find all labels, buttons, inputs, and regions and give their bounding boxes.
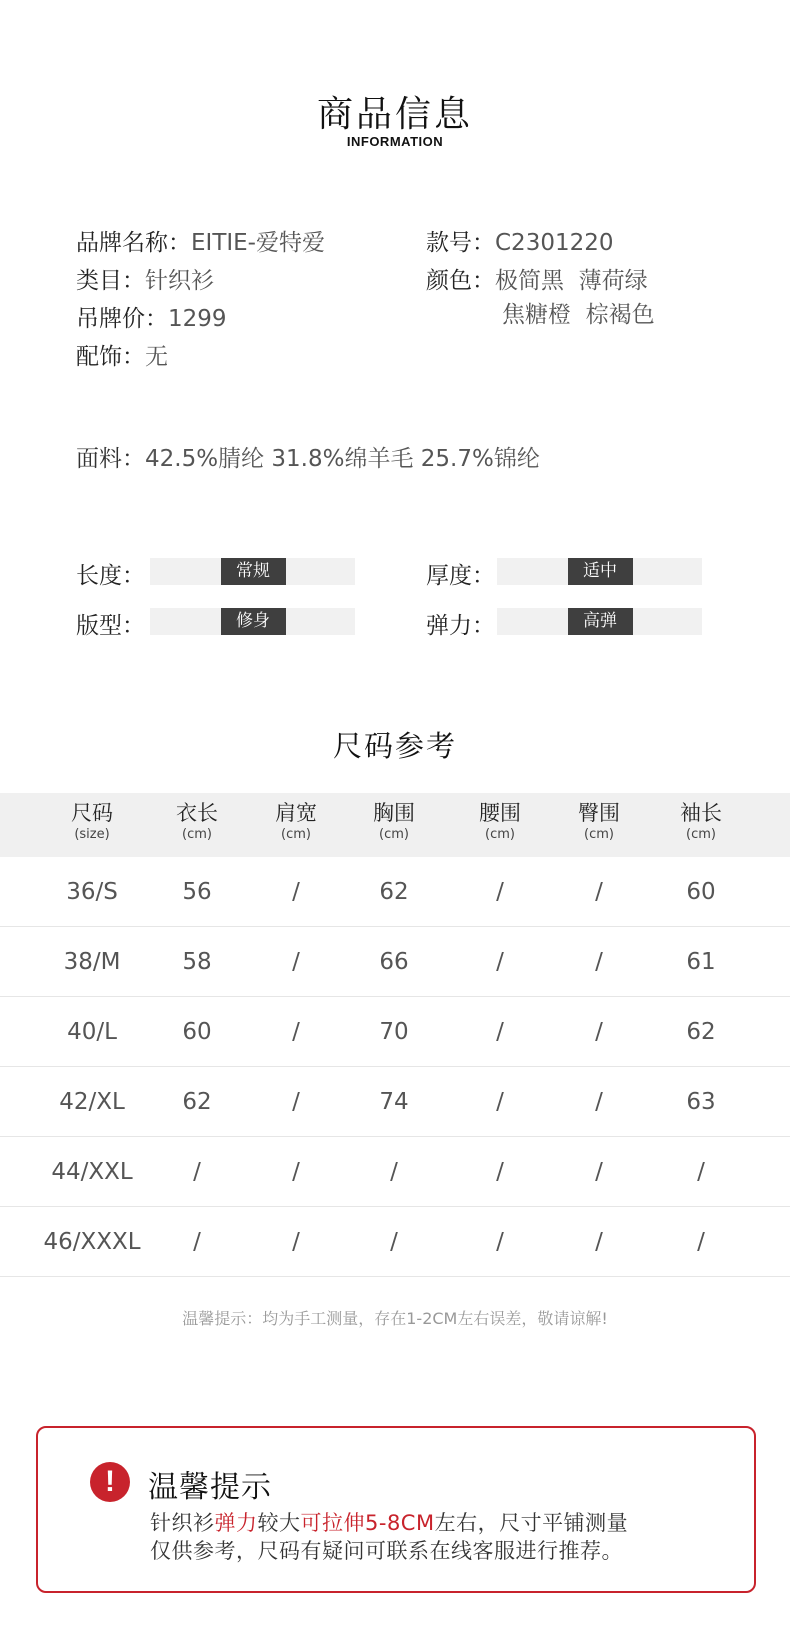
brand-label: 品牌名称： <box>76 230 191 256</box>
column-header <box>549 799 649 843</box>
measurement-cell: / <box>292 1159 300 1185</box>
measurement-cell: 60 <box>686 879 716 905</box>
column-header <box>246 799 346 843</box>
size-cell: 46/XXXL <box>43 1229 141 1255</box>
tip-title: 温馨提示 <box>148 1470 272 1505</box>
tip-line-1 <box>150 1507 628 1537</box>
column-name: 胸围 <box>373 801 415 825</box>
measurement-cell: / <box>193 1159 201 1185</box>
measurement-cell: / <box>595 879 603 905</box>
measurement-cell: 74 <box>379 1089 409 1115</box>
tip-line-2: 仅供参考，尺码有疑问可联系在线客服进行推荐。 <box>150 1539 623 1563</box>
measurement-cell: / <box>697 1229 705 1255</box>
measurement-cell: 61 <box>686 949 716 975</box>
color-value-line2: 焦糖橙 棕褐色 <box>502 302 655 328</box>
measurement-cell: / <box>292 1089 300 1115</box>
color-row-2 <box>502 296 655 329</box>
measurement-cell: / <box>390 1159 398 1185</box>
tip-text-a: 针织衫 <box>150 1511 215 1535</box>
page-subtitle: INFORMATION <box>346 134 444 149</box>
measurement-cell: / <box>390 1229 398 1255</box>
exclamation-icon: ! <box>90 1462 130 1502</box>
measurement-note: 温馨提示：均为手工测量，存在1-2CM左右误差，敬请谅解! <box>182 1309 608 1328</box>
measurement-cell: / <box>193 1229 201 1255</box>
style-no-value: C2301220 <box>495 230 614 256</box>
column-name: 衣长 <box>176 801 218 825</box>
column-name: 臀围 <box>578 801 620 825</box>
color-label: 颜色： <box>426 268 495 294</box>
category-row <box>76 262 214 295</box>
column-name: 腰围 <box>479 801 521 825</box>
color-row <box>426 262 648 295</box>
measurement-cell: / <box>496 1019 504 1045</box>
measurement-cell: 56 <box>182 879 212 905</box>
fit-label: 版型： <box>76 613 145 639</box>
table-row <box>0 1067 790 1137</box>
thickness-label: 厚度： <box>426 563 495 589</box>
length-mark: 常规 <box>221 558 286 585</box>
page-title: 商品信息 <box>316 94 473 135</box>
column-header <box>651 799 751 843</box>
column-name: 袖长 <box>680 801 722 825</box>
column-header <box>42 799 142 843</box>
price-value: 1299 <box>168 306 227 332</box>
column-unit: (cm) <box>281 827 311 842</box>
measurement-cell: 62 <box>379 879 409 905</box>
column-unit: (cm) <box>485 827 515 842</box>
measurement-cell: / <box>292 1019 300 1045</box>
measurement-cell: / <box>697 1159 705 1185</box>
color-value-line1: 极简黑 薄荷绿 <box>495 268 648 294</box>
table-row <box>0 857 790 927</box>
size-cell: 36/S <box>66 879 118 905</box>
fabric-row <box>76 440 540 473</box>
fabric-label: 面料： <box>76 446 145 472</box>
measurement-cell: 63 <box>686 1089 716 1115</box>
measurement-cell: / <box>496 949 504 975</box>
elasticity-label: 弹力： <box>426 613 495 639</box>
tip-text-e: 左右，尺寸平铺测量 <box>434 1511 629 1535</box>
column-header <box>450 799 550 843</box>
measurement-cell: / <box>595 949 603 975</box>
category-label: 类目： <box>76 268 145 294</box>
table-row <box>0 927 790 997</box>
thickness-mark: 适中 <box>568 558 633 585</box>
size-cell: 38/M <box>63 949 121 975</box>
brand-row <box>76 224 325 257</box>
size-table-header <box>0 793 790 857</box>
tip-highlight-elastic: 弹力 <box>214 1511 258 1535</box>
fit-mark: 修身 <box>221 608 286 635</box>
column-unit: (cm) <box>379 827 409 842</box>
tip-text-c: 较大 <box>257 1511 301 1535</box>
measurement-cell: / <box>595 1159 603 1185</box>
style-no-label: 款号： <box>426 230 495 256</box>
measurement-cell: / <box>595 1089 603 1115</box>
table-row <box>0 1137 790 1207</box>
size-cell: 44/XXL <box>51 1159 133 1185</box>
accessory-row <box>76 338 168 371</box>
table-row <box>0 997 790 1067</box>
measurement-cell: 58 <box>182 949 212 975</box>
column-unit: (size) <box>74 827 110 842</box>
style-no-row <box>426 224 614 257</box>
accessory-label: 配饰： <box>76 344 145 370</box>
measurement-cell: / <box>496 1089 504 1115</box>
measurement-cell: / <box>595 1229 603 1255</box>
size-cell: 42/XL <box>59 1089 125 1115</box>
category-value: 针织衫 <box>145 268 214 294</box>
measurement-cell: / <box>292 949 300 975</box>
measurement-cell: / <box>496 1159 504 1185</box>
brand-value: EITIE-爱特爱 <box>191 230 325 256</box>
length-label: 长度： <box>76 563 145 589</box>
tip-highlight-stretch: 可拉伸5-8CM <box>300 1511 435 1535</box>
price-label: 吊牌价： <box>76 306 168 332</box>
price-row <box>76 300 227 333</box>
measurement-cell: 70 <box>379 1019 409 1045</box>
size-cell: 40/L <box>67 1019 117 1045</box>
column-unit: (cm) <box>686 827 716 842</box>
measurement-cell: 62 <box>182 1089 212 1115</box>
measurement-cell: / <box>496 879 504 905</box>
column-unit: (cm) <box>584 827 614 842</box>
measurement-cell: 62 <box>686 1019 716 1045</box>
size-section-title: 尺码参考 <box>332 729 457 763</box>
column-header <box>344 799 444 843</box>
measurement-cell: 60 <box>182 1019 212 1045</box>
measurement-cell: / <box>595 1019 603 1045</box>
measurement-cell: 66 <box>379 949 409 975</box>
measurement-cell: / <box>292 879 300 905</box>
elasticity-mark: 高弹 <box>568 608 633 635</box>
column-name: 肩宽 <box>275 801 317 825</box>
column-header <box>147 799 247 843</box>
table-row <box>0 1207 790 1277</box>
measurement-cell: / <box>496 1229 504 1255</box>
fabric-value: 42.5%腈纶 31.8%绵羊毛 25.7%锦纶 <box>145 446 540 472</box>
column-unit: (cm) <box>182 827 212 842</box>
accessory-value: 无 <box>145 344 168 370</box>
column-name: 尺码 <box>71 801 113 825</box>
measurement-cell: / <box>292 1229 300 1255</box>
